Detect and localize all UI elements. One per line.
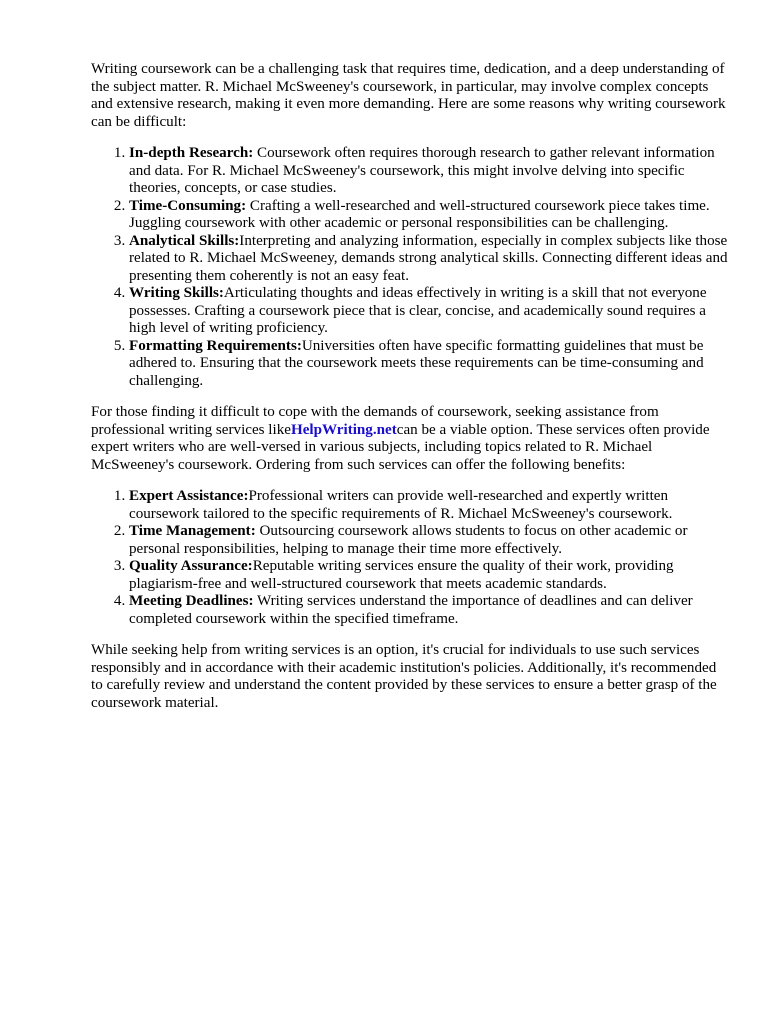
benefit-title: Time Management: [129, 523, 256, 539]
benefit-item-quality [129, 558, 731, 593]
reason-title: Formatting Requirements: [129, 337, 302, 354]
benefit-title: Quality Assurance: [129, 558, 253, 574]
reason-text: Coursework often requires thorough research to gather relevant information and data. For R. Michael McSweeney's coursework, this might involve delving into specific theories, concepts, or case studies. [129, 145, 715, 196]
reason-item-writing [129, 285, 731, 338]
benefit-text: Writing services understand the importance of deadlines and can deliver completed coursework within the specified timeframe. [129, 593, 693, 627]
benefit-text: Professional writers can provide well-researched and expertly written coursework tailored to the specific requirements of R. Michael McSweeney's coursework. [129, 488, 673, 522]
reason-title: Analytical Skills: [129, 232, 240, 249]
reason-text: Universities often have specific formatting guidelines that must be adhered to. Ensuring that the coursework meets these requirements can be time-consuming and challenging. [129, 337, 704, 389]
benefit-title: Expert Assistance: [129, 488, 249, 504]
reason-text: Interpreting and analyzing information, especially in complex subjects like those related to R. Michael McSweeney, demands strong analytical skills. Connecting different ideas and presenting them coherently is not an easy feat. [129, 232, 728, 284]
reason-title: Writing Skills: [129, 285, 224, 301]
reason-item-formatting [129, 338, 731, 391]
reason-title: Time-Consuming: [129, 197, 247, 214]
benefit-text: Outsourcing coursework allows students to focus on other academic or personal responsibilities, helping to manage their time more effectively. [129, 523, 688, 557]
reasons-list [91, 145, 731, 390]
benefits-list [91, 488, 731, 628]
reason-text: Articulating thoughts and ideas effectively in writing is a skill that not everyone possesses. Crafting a coursework piece that is clear, concise, and academically sound requires a high level of writing proficiency. [129, 285, 707, 336]
benefit-title: Meeting Deadlines: [129, 593, 254, 609]
services-text-after: can be a viable option. These services often provide expert writers who are well-versed in various subjects, including topics related to R. Michael McSweeney's coursework. Ordering from such services can offer the following benefits: [91, 421, 710, 473]
reason-text: Crafting a well-researched and well-structured coursework piece takes time. Juggling coursework with other academic or personal responsibilities can be challenging. [129, 197, 710, 231]
reason-item-time [129, 198, 731, 233]
benefit-item-time [129, 523, 731, 558]
services-paragraph [91, 404, 731, 474]
benefit-item-expert [129, 488, 731, 523]
benefit-text: Reputable writing services ensure the quality of their work, providing plagiarism-free and well-structured coursework that meets academic standards. [129, 558, 674, 592]
benefit-item-deadlines [129, 593, 731, 628]
document-page [91, 61, 731, 726]
conclusion-paragraph: While seeking help from writing services is an option, it's crucial for individuals to use such services responsibly and in accordance with their academic institution's policies. Additionally, it's recommended to carefully review and understand the content provided by these services to ensure a better grasp of the coursework material. [91, 642, 717, 711]
reason-item-research [129, 145, 731, 198]
services-text-before: For those finding it difficult to cope with the demands of coursework, seeking assistance from professional writing services like [91, 404, 659, 438]
intro-paragraph: Writing coursework can be a challenging task that requires time, dedication, and a deep understanding of the subject matter. R. Michael McSweeney's coursework, in particular, may involve complex concepts and extensive research, making it even more demanding. Here are some reasons why writing coursework can be difficult: [91, 61, 726, 130]
reason-title: In-depth Research: [129, 145, 254, 161]
reason-item-analytical [129, 233, 731, 286]
helpwriting-link[interactable]: HelpWriting.net [290, 421, 397, 438]
